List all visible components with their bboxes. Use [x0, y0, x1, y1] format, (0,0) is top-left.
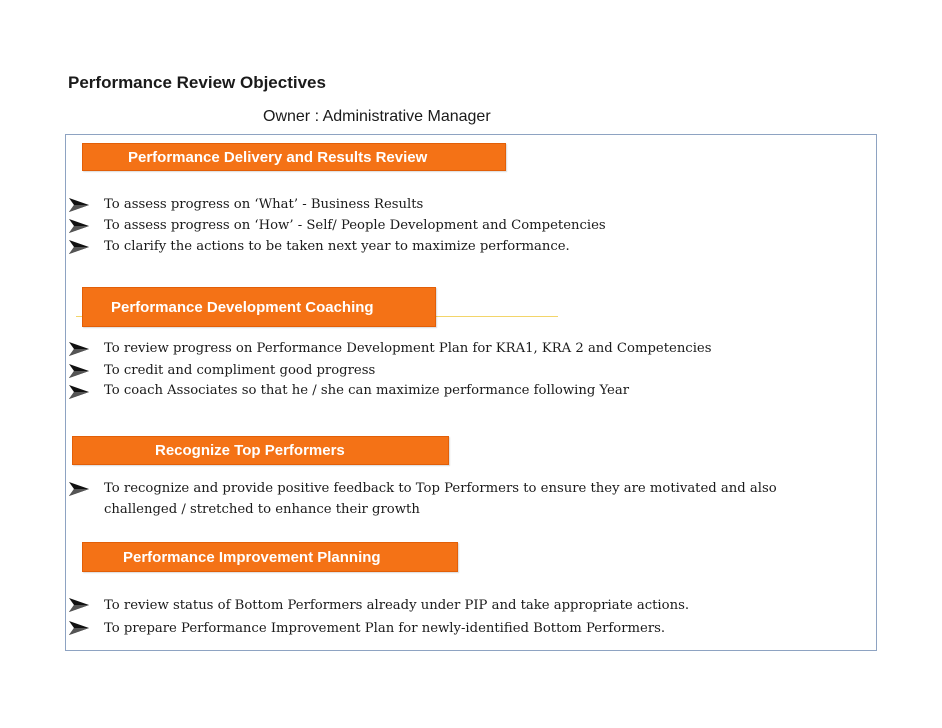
- section-list-improvement: [64, 594, 689, 640]
- section-heading-improvement: [82, 542, 458, 572]
- section-heading-label: Performance Delivery and Results Review: [128, 148, 428, 166]
- list-item: To coach Associates so that he / she can maximize performance following Year: [64, 381, 712, 400]
- arrowhead-bullet-icon: [68, 197, 90, 213]
- page-title: Performance Review Objectives: [68, 73, 326, 92]
- arrowhead-bullet-icon: [68, 481, 90, 497]
- section-list-delivery: [64, 194, 606, 257]
- section-heading-label: Performance Development Coaching: [111, 298, 374, 316]
- section-list-recognize: [64, 478, 777, 520]
- arrowhead-bullet-icon: [68, 239, 90, 255]
- arrowhead-bullet-icon: [68, 597, 90, 613]
- section-heading-coaching: [82, 287, 436, 327]
- list-item: To prepare Performance Improvement Plan for newly-identified Bottom Performers.: [64, 617, 689, 640]
- list-item: To credit and compliment good progress: [64, 360, 712, 381]
- list-item: To clarify the actions to be taken next year to maximize performance.: [64, 236, 606, 257]
- list-item: To assess progress on ‘How’ - Self/ People Development and Competencies: [64, 215, 606, 236]
- section-heading-recognize: [72, 436, 449, 465]
- arrowhead-bullet-icon: [68, 384, 90, 400]
- arrowhead-bullet-icon: [68, 341, 90, 357]
- section-heading-label: Recognize Top Performers: [155, 442, 345, 459]
- arrowhead-bullet-icon: [68, 363, 90, 379]
- list-item: To review status of Bottom Performers already under PIP and take appropriate actions.: [64, 594, 689, 617]
- arrowhead-bullet-icon: [68, 218, 90, 234]
- section-heading-label: Performance Improvement Planning: [123, 548, 381, 566]
- arrowhead-bullet-icon: [68, 620, 90, 636]
- section-heading-delivery: [82, 143, 506, 171]
- owner-line: Owner : Administrative Manager: [263, 108, 491, 125]
- list-item: To review progress on Performance Development Plan for KRA1, KRA 2 and Competencies: [64, 338, 712, 360]
- section-list-coaching: [64, 338, 712, 400]
- list-item: To recognize and provide positive feedback to Top Performers to ensure they are motivated and also challenged / stretched to enhance their growth: [64, 478, 777, 520]
- list-item-continuation: challenged / stretched to enhance their growth: [104, 502, 420, 517]
- list-item: To assess progress on ‘What’ - Business Results: [64, 194, 606, 215]
